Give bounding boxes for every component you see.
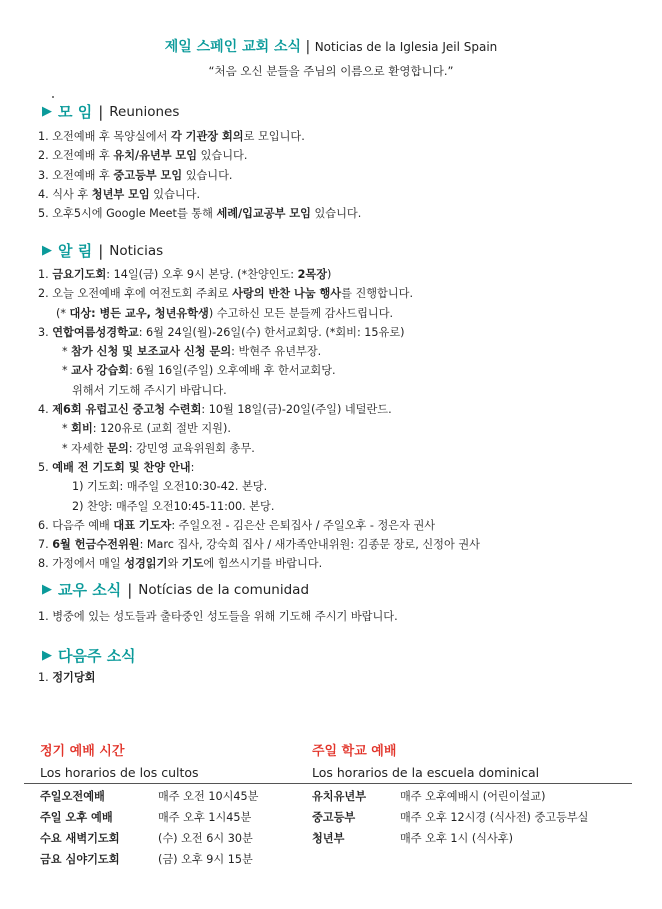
list-item xyxy=(38,419,638,438)
item-text: * xyxy=(62,422,72,436)
item-text: : 6월 16일(주일) 오후예배 후 한서교회당. xyxy=(129,364,336,378)
item-bold-text: 교사 강습회 xyxy=(71,364,130,378)
item-text: * 자세한 xyxy=(62,441,108,455)
list-item xyxy=(38,127,638,146)
item-text: : xyxy=(190,460,195,474)
list-item xyxy=(38,166,638,185)
list-item xyxy=(38,535,638,554)
schedule-row xyxy=(312,807,589,828)
schedule-name: 수요 새벽기도회 xyxy=(40,832,120,845)
title-korean: 제일 스페인 교회 소식 xyxy=(164,39,302,55)
comunidad-list xyxy=(38,607,638,626)
schedule-name: 중고등부 xyxy=(312,811,356,824)
item-text: : 6월 24일(월)-26일(수) 한서교회당. (*회비: 15유로) xyxy=(138,325,405,339)
section-title-spanish: Notícias de la comunidad xyxy=(138,582,310,598)
stray-dot xyxy=(52,96,54,98)
item-text: 에 힘쓰시기를 바랍니다. xyxy=(203,557,323,571)
item-text: 1. 오전예배 후 목양실에서 xyxy=(38,130,171,143)
item-bold-text: 대상: 병든 교우, 청년유학생 xyxy=(69,306,209,320)
schedule-row xyxy=(40,786,258,807)
section-heading-noticias xyxy=(42,241,163,261)
section-title-korean: 모 임 xyxy=(58,103,93,121)
item-bold-text: 유치/유년부 모임 xyxy=(113,149,198,163)
item-text: 4. 식사 후 xyxy=(38,187,92,201)
section-heading-reuniones xyxy=(42,102,179,122)
schedule-time: (수) 오전 6시 30분 xyxy=(158,832,253,845)
title-separator: | xyxy=(305,39,311,55)
schedule-time: 매주 오후 1시 (식사후) xyxy=(400,832,513,845)
triangle-bullet-icon: ▶ xyxy=(42,648,52,663)
section-title-korean: 교우 소식 xyxy=(58,581,122,599)
item-text: 로 모입니다. xyxy=(243,130,305,143)
list-item xyxy=(38,439,638,458)
item-bold-text: 정기당회 xyxy=(52,671,96,684)
item-text: ) 수고하신 모든 분들께 감사드립니다. xyxy=(208,306,394,320)
list-item xyxy=(38,458,638,477)
item-bold-text: 참가 신청 및 보조교사 신청 문의 xyxy=(71,345,232,359)
item-text: 를 진행합니다. xyxy=(341,287,414,301)
triangle-bullet-icon: ▶ xyxy=(42,582,52,597)
worship-schedule-subtitle: Los horarios de los cultos xyxy=(40,765,199,780)
section-title-spanish: Noticias xyxy=(109,243,164,259)
list-item xyxy=(38,204,638,223)
item-text: 1. xyxy=(38,268,53,281)
list-item xyxy=(38,554,638,573)
list-item xyxy=(38,265,638,284)
item-text: 1) 기도회: 매주일 오전10:30-42. 본당. xyxy=(72,480,268,494)
list-item xyxy=(38,477,638,496)
item-text: : 주일오전 - 김은산 은퇴집사 / 주일오후 - 정은자 권사 xyxy=(171,518,436,532)
section-separator: | xyxy=(98,242,104,260)
section-heading-next-week xyxy=(42,646,136,666)
item-bold-text: 연합여름성경학교 xyxy=(52,325,139,339)
next-week-list xyxy=(38,668,638,687)
item-bold-text: 기도 xyxy=(181,557,204,571)
item-text: 위해서 기도해 주시기 바랍니다. xyxy=(72,383,227,397)
item-text: 있습니다. xyxy=(310,207,362,221)
item-text: : 14일(금) 오후 9시 본당. (*찬양인도: xyxy=(106,268,298,281)
item-text: 5. 오후5시에 Google Meet를 통해 xyxy=(38,207,217,221)
schedule-name: 유치유년부 xyxy=(312,790,367,803)
item-text: 와 xyxy=(167,557,182,571)
schedule-time: 매주 오후 12시경 (식사전) 중고등부실 xyxy=(400,811,589,824)
bulletin-title xyxy=(0,38,662,56)
section-title-korean: 다음주 소식 xyxy=(58,647,136,665)
schedule-row xyxy=(40,849,258,870)
item-bold-text: 문의 xyxy=(107,441,129,455)
item-bold-text: 2목장 xyxy=(297,268,328,281)
item-text: ) xyxy=(327,268,332,281)
worship-schedule-title: 정기 예배 시간 xyxy=(40,744,125,759)
list-item xyxy=(38,381,638,400)
item-text: : 10월 18일(금)-20일(주일) 네덜란드. xyxy=(201,403,392,417)
item-bold-text: 6월 헌금수전위원 xyxy=(52,538,140,552)
list-item xyxy=(38,516,638,535)
item-text: 3. 오전예배 후 xyxy=(38,168,114,182)
item-text: 5. xyxy=(38,460,53,474)
item-text: 6. 다음주 예배 xyxy=(38,518,114,532)
section-title-korean: 알 림 xyxy=(58,242,93,260)
item-text: : Marc 집사, 강숙희 집사 / 새가족안내위원: 김종문 장로, 신정아 권사 xyxy=(139,538,480,552)
schedule-name: 금요 심야기도회 xyxy=(40,853,120,866)
schedule-name: 주일오전예배 xyxy=(40,790,105,803)
item-bold-text: 중고등부 모임 xyxy=(113,168,183,182)
list-item xyxy=(38,185,638,204)
item-text: 4. xyxy=(38,403,53,417)
item-text: 1. xyxy=(38,671,53,684)
item-text: : 강민영 교육위원회 총무. xyxy=(128,441,255,455)
item-bold-text: 성경읽기 xyxy=(124,557,168,571)
list-item xyxy=(38,323,638,342)
item-text: 2. 오전예배 후 xyxy=(38,149,114,163)
item-text: 1. 병중에 있는 성도들과 출타중인 성도들을 위해 기도해 주시기 바랍니다. xyxy=(38,610,398,623)
list-item xyxy=(38,284,638,303)
schedule-time: 매주 오전 10시45분 xyxy=(158,790,259,803)
item-bold-text: 예배 전 기도회 및 찬양 안내 xyxy=(52,460,191,474)
item-text: * xyxy=(62,364,72,378)
schedule-row xyxy=(40,807,258,828)
welcome-message: “처음 오신 분들을 주님의 이름으로 환영합니다.” xyxy=(208,64,454,78)
section-heading-comunidad xyxy=(42,580,309,600)
item-bold-text: 대표 기도자 xyxy=(113,518,172,532)
divider xyxy=(24,783,632,784)
item-text: 8. 가정에서 매일 xyxy=(38,557,125,571)
schedule-row xyxy=(312,786,589,807)
item-text: : 120유로 (교회 절반 지원). xyxy=(92,422,231,436)
section-separator: | xyxy=(127,581,133,599)
item-text: 2. 오늘 오전예배 후에 여전도회 주최로 xyxy=(38,287,233,301)
schedule-name: 주일 오후 예배 xyxy=(40,811,113,824)
item-text: 3. xyxy=(38,325,53,339)
item-text: * xyxy=(62,345,72,359)
item-text: : 박현주 유년부장. xyxy=(231,345,322,359)
item-text: 2) 찬양: 매주일 오전10:45-11:00. 본당. xyxy=(72,499,275,513)
list-item xyxy=(38,146,638,165)
schedule-time: 매주 오후예배시 (어린이설교) xyxy=(400,790,546,803)
list-item xyxy=(38,607,638,626)
school-schedule-title: 주일 학교 예배 xyxy=(312,744,397,759)
section-separator: | xyxy=(98,103,104,121)
noticias-list xyxy=(38,265,638,574)
reuniones-list xyxy=(38,127,638,223)
item-bold-text: 금요기도회 xyxy=(52,268,107,281)
list-item xyxy=(38,400,638,419)
item-bold-text: 세례/입교공부 모임 xyxy=(216,207,311,221)
item-bold-text: 각 기관장 회의 xyxy=(170,130,244,143)
title-spanish: Noticias de la Iglesia Jeil Spain xyxy=(314,40,498,54)
school-schedule-subtitle: Los horarios de la escuela dominical xyxy=(312,765,540,780)
list-item xyxy=(38,668,638,687)
worship-schedule-table xyxy=(40,786,258,870)
item-text: 있습니다. xyxy=(149,187,201,201)
item-bold-text: 청년부 모임 xyxy=(91,187,150,201)
schedule-time: 매주 오후 1시45분 xyxy=(158,811,252,824)
schedule-name: 청년부 xyxy=(312,832,345,845)
item-bold-text: 사랑의 반찬 나눔 행사 xyxy=(232,287,342,301)
triangle-bullet-icon: ▶ xyxy=(42,243,52,258)
schedule-row xyxy=(40,828,258,849)
list-item xyxy=(38,342,638,361)
section-title-spanish: Reuniones xyxy=(109,104,180,120)
triangle-bullet-icon: ▶ xyxy=(42,104,52,119)
item-bold-text: 제6회 유럽고신 중고청 수련회 xyxy=(52,403,202,417)
schedule-time: (금) 오후 9시 15분 xyxy=(158,853,253,866)
schedule-row xyxy=(312,828,589,849)
school-schedule-table xyxy=(312,786,589,849)
item-bold-text: 회비 xyxy=(71,422,93,436)
item-text: 있습니다. xyxy=(182,168,233,182)
list-item xyxy=(38,361,638,380)
list-item xyxy=(38,304,638,323)
item-text: 있습니다. xyxy=(197,149,248,163)
list-item xyxy=(38,497,638,516)
item-text: (* xyxy=(56,306,70,320)
item-text: 7. xyxy=(38,538,53,552)
